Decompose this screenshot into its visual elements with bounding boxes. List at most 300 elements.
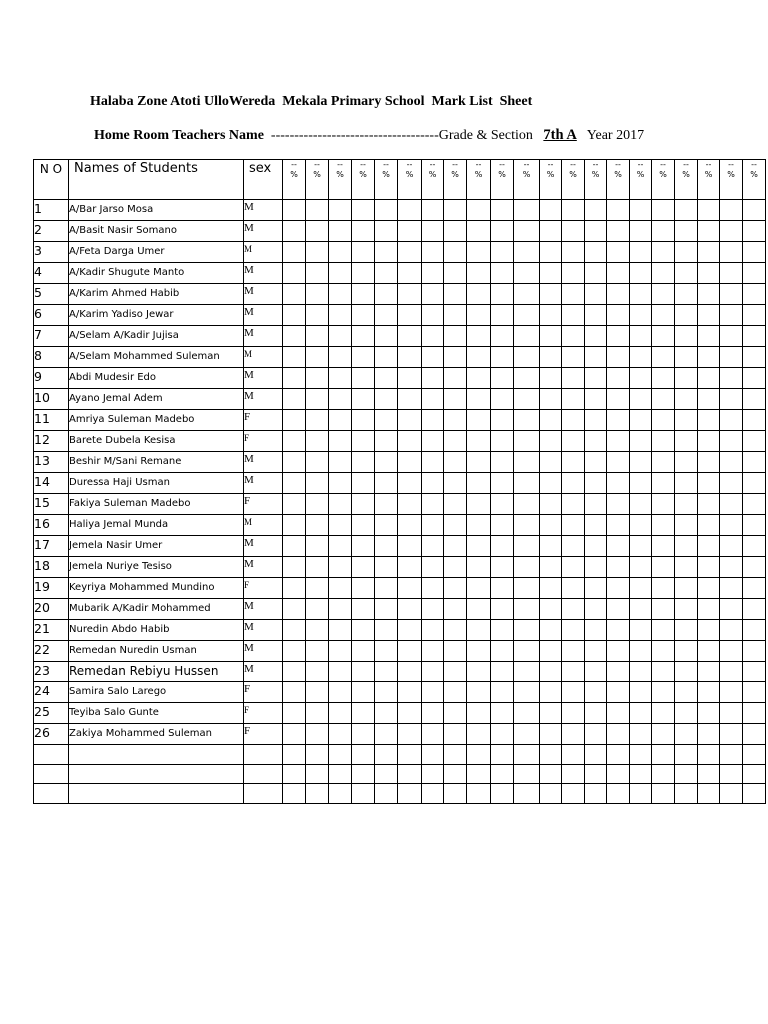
mark-cell <box>422 389 444 410</box>
mark-cell <box>491 473 514 494</box>
mark-cell <box>306 263 329 284</box>
mark-cell <box>743 599 766 620</box>
student-sex: F <box>244 578 283 599</box>
mark-cell <box>675 764 698 784</box>
mark-cell <box>562 662 585 682</box>
mark-cell <box>329 703 352 724</box>
student-name: Remedan Nuredin Usman <box>69 641 244 662</box>
table-row <box>34 745 768 765</box>
mark-header-dashes: -- <box>751 160 757 169</box>
student-sex: M <box>244 641 283 662</box>
mark-cell <box>562 305 585 326</box>
mark-cell <box>652 284 675 305</box>
mark-cell <box>329 764 352 784</box>
student-number: 23 <box>34 662 69 682</box>
student-number: 12 <box>34 431 69 452</box>
mark-cell <box>352 682 375 703</box>
mark-cell <box>720 745 743 765</box>
mark-cell <box>585 389 607 410</box>
mark-cell <box>720 620 743 641</box>
mark-cell <box>675 221 698 242</box>
mark-cell <box>585 473 607 494</box>
mark-cell <box>306 431 329 452</box>
student-number: 6 <box>34 305 69 326</box>
mark-cell <box>491 305 514 326</box>
student-name: Amriya Suleman Madebo <box>69 410 244 431</box>
mark-cell <box>562 410 585 431</box>
mark-header-percent: % <box>405 170 414 179</box>
student-number: 4 <box>34 263 69 284</box>
mark-cell <box>398 410 422 431</box>
mark-cell <box>698 682 720 703</box>
mark-cell <box>585 263 607 284</box>
mark-cell <box>743 745 766 765</box>
mark-cell <box>444 431 467 452</box>
mark-cell <box>698 473 720 494</box>
student-number: 25 <box>34 703 69 724</box>
mark-cell <box>675 473 698 494</box>
mark-cell <box>675 389 698 410</box>
mark-cell <box>352 452 375 473</box>
mark-cell <box>398 368 422 389</box>
mark-cell <box>675 200 698 221</box>
mark-cell <box>352 724 375 745</box>
mark-cell <box>720 724 743 745</box>
student-sex: M <box>244 662 283 682</box>
mark-cell <box>398 703 422 724</box>
mark-cell <box>444 745 467 765</box>
mark-header-percent: % <box>591 170 600 179</box>
mark-cell <box>562 452 585 473</box>
mark-cell <box>467 305 491 326</box>
mark-cell <box>607 536 630 557</box>
mark-cell <box>375 515 398 536</box>
mark-cell <box>562 389 585 410</box>
mark-cell <box>585 221 607 242</box>
mark-cell <box>720 578 743 599</box>
mark-cell <box>675 620 698 641</box>
mark-cell <box>698 764 720 784</box>
mark-cell <box>540 263 562 284</box>
mark-cell <box>375 200 398 221</box>
mark-cell <box>375 389 398 410</box>
mark-cell <box>491 745 514 765</box>
mark-cell <box>720 326 743 347</box>
mark-cell <box>467 284 491 305</box>
mark-cell <box>491 557 514 578</box>
mark-list-table <box>33 159 768 804</box>
student-sex: M <box>244 452 283 473</box>
mark-cell <box>514 515 540 536</box>
mark-cell <box>398 764 422 784</box>
mark-cell <box>540 242 562 263</box>
mark-cell <box>283 221 306 242</box>
mark-cell <box>283 599 306 620</box>
mark-cell <box>652 662 675 682</box>
mark-cell <box>630 431 652 452</box>
mark-cell <box>652 200 675 221</box>
mark-cell <box>329 347 352 368</box>
table-row <box>34 221 768 242</box>
mark-cell <box>444 200 467 221</box>
mark-cell <box>540 431 562 452</box>
mark-cell <box>675 452 698 473</box>
mark-cell <box>698 284 720 305</box>
mark-cell <box>607 242 630 263</box>
mark-cell <box>467 599 491 620</box>
mark-cell <box>467 703 491 724</box>
mark-cell <box>540 682 562 703</box>
mark-cell <box>585 431 607 452</box>
mark-cell <box>283 620 306 641</box>
mark-cell <box>467 494 491 515</box>
mark-cell <box>444 764 467 784</box>
student-number: 21 <box>34 620 69 641</box>
mark-cell <box>329 578 352 599</box>
mark-cell <box>444 662 467 682</box>
table-row <box>34 431 768 452</box>
mark-header-dashes: -- <box>499 160 505 169</box>
mark-header-percent: % <box>522 170 531 179</box>
mark-cell <box>720 242 743 263</box>
mark-cell <box>306 347 329 368</box>
mark-cell <box>329 410 352 431</box>
mark-cell <box>329 200 352 221</box>
mark-cell <box>720 473 743 494</box>
student-number <box>34 764 69 784</box>
student-sex: F <box>244 724 283 745</box>
mark-header-percent: % <box>428 170 437 179</box>
student-name: Keyriya Mohammed Mundino <box>69 578 244 599</box>
mark-cell <box>675 578 698 599</box>
mark-header-dashes: -- <box>592 160 599 169</box>
mark-cell <box>585 578 607 599</box>
column-header-mark <box>398 160 422 200</box>
mark-cell <box>398 536 422 557</box>
mark-cell <box>375 263 398 284</box>
student-name <box>69 764 244 784</box>
student-name: A/Bar Jarso Mosa <box>69 200 244 221</box>
mark-cell <box>398 347 422 368</box>
mark-cell <box>283 703 306 724</box>
mark-cell <box>398 473 422 494</box>
grade-section-value: 7th A <box>543 127 577 143</box>
mark-cell <box>630 578 652 599</box>
mark-cell <box>607 494 630 515</box>
mark-cell <box>675 745 698 765</box>
mark-cell <box>652 620 675 641</box>
mark-cell <box>675 347 698 368</box>
mark-cell <box>375 784 398 804</box>
mark-cell <box>514 620 540 641</box>
mark-cell <box>352 410 375 431</box>
mark-cell <box>329 389 352 410</box>
mark-cell <box>467 557 491 578</box>
mark-cell <box>329 620 352 641</box>
mark-cell <box>630 599 652 620</box>
student-sex: M <box>244 557 283 578</box>
mark-cell <box>467 326 491 347</box>
mark-cell <box>540 620 562 641</box>
mark-cell <box>630 682 652 703</box>
mark-cell <box>352 662 375 682</box>
student-name <box>69 745 244 765</box>
mark-cell <box>422 200 444 221</box>
mark-cell <box>283 641 306 662</box>
table-row <box>34 305 768 326</box>
mark-cell <box>352 620 375 641</box>
mark-cell <box>562 764 585 784</box>
mark-cell <box>720 557 743 578</box>
table-row <box>34 764 768 784</box>
mark-cell <box>562 242 585 263</box>
mark-cell <box>743 515 766 536</box>
mark-cell <box>467 368 491 389</box>
mark-cell <box>585 620 607 641</box>
mark-cell <box>743 703 766 724</box>
mark-cell <box>352 599 375 620</box>
table-row <box>34 263 768 284</box>
mark-cell <box>329 641 352 662</box>
mark-cell <box>422 410 444 431</box>
mark-cell <box>283 347 306 368</box>
mark-cell <box>491 494 514 515</box>
mark-header-percent: % <box>382 170 390 179</box>
mark-cell <box>675 368 698 389</box>
mark-cell <box>491 703 514 724</box>
mark-cell <box>375 431 398 452</box>
mark-cell <box>743 784 766 804</box>
student-number: 3 <box>34 242 69 263</box>
mark-cell <box>630 305 652 326</box>
mark-cell <box>675 305 698 326</box>
mark-cell <box>630 662 652 682</box>
mark-cell <box>467 410 491 431</box>
mark-cell <box>467 221 491 242</box>
mark-cell <box>514 682 540 703</box>
mark-cell <box>306 578 329 599</box>
mark-cell <box>352 389 375 410</box>
mark-cell <box>467 784 491 804</box>
student-name: Samira Salo Larego <box>69 682 244 703</box>
mark-cell <box>562 263 585 284</box>
mark-cell <box>540 703 562 724</box>
student-name: Teyiba Salo Gunte <box>69 703 244 724</box>
mark-cell <box>585 641 607 662</box>
mark-cell <box>422 284 444 305</box>
mark-cell <box>514 784 540 804</box>
mark-cell <box>352 494 375 515</box>
mark-cell <box>444 368 467 389</box>
mark-cell <box>375 703 398 724</box>
mark-cell <box>283 557 306 578</box>
mark-cell <box>352 242 375 263</box>
mark-cell <box>306 599 329 620</box>
mark-cell <box>467 764 491 784</box>
mark-cell <box>743 200 766 221</box>
mark-cell <box>720 452 743 473</box>
mark-cell <box>422 494 444 515</box>
student-name: A/Basit Nasir Somano <box>69 221 244 242</box>
mark-cell <box>491 784 514 804</box>
mark-cell <box>630 368 652 389</box>
mark-cell <box>306 410 329 431</box>
student-sex: M <box>244 326 283 347</box>
mark-cell <box>352 784 375 804</box>
mark-cell <box>540 662 562 682</box>
mark-cell <box>652 326 675 347</box>
mark-cell <box>422 764 444 784</box>
mark-cell <box>467 431 491 452</box>
mark-cell <box>352 473 375 494</box>
student-name: A/Selam A/Kadir Jujisa <box>69 326 244 347</box>
mark-cell <box>607 473 630 494</box>
table-row <box>34 410 768 431</box>
table-header-row <box>34 160 768 200</box>
mark-cell <box>306 703 329 724</box>
mark-cell <box>422 682 444 703</box>
mark-cell <box>514 536 540 557</box>
student-number: 11 <box>34 410 69 431</box>
mark-cell <box>422 536 444 557</box>
mark-cell <box>467 724 491 745</box>
mark-cell <box>491 263 514 284</box>
mark-cell <box>562 284 585 305</box>
mark-cell <box>585 662 607 682</box>
mark-cell <box>329 452 352 473</box>
column-header-mark <box>720 160 743 200</box>
mark-cell <box>375 221 398 242</box>
student-sex: M <box>244 242 283 263</box>
mark-cell <box>444 599 467 620</box>
mark-cell <box>540 368 562 389</box>
mark-cell <box>491 682 514 703</box>
mark-cell <box>398 305 422 326</box>
mark-cell <box>467 200 491 221</box>
mark-cell <box>514 641 540 662</box>
mark-cell <box>422 703 444 724</box>
student-name: Abdi Mudesir Edo <box>69 368 244 389</box>
mark-cell <box>743 724 766 745</box>
mark-cell <box>467 473 491 494</box>
table-row <box>34 641 768 662</box>
mark-cell <box>607 662 630 682</box>
mark-cell <box>444 578 467 599</box>
mark-cell <box>491 515 514 536</box>
mark-cell <box>652 578 675 599</box>
mark-cell <box>720 305 743 326</box>
mark-cell <box>607 599 630 620</box>
student-number: 8 <box>34 347 69 368</box>
mark-cell <box>352 347 375 368</box>
mark-cell <box>352 326 375 347</box>
mark-cell <box>562 431 585 452</box>
mark-cell <box>329 494 352 515</box>
mark-cell <box>491 641 514 662</box>
mark-cell <box>491 410 514 431</box>
mark-cell <box>352 263 375 284</box>
column-header-mark <box>540 160 562 200</box>
mark-cell <box>540 536 562 557</box>
mark-cell <box>306 784 329 804</box>
mark-cell <box>422 221 444 242</box>
mark-cell <box>585 682 607 703</box>
mark-cell <box>562 368 585 389</box>
mark-cell <box>698 494 720 515</box>
student-name <box>69 784 244 804</box>
mark-cell <box>698 263 720 284</box>
mark-cell <box>562 494 585 515</box>
mark-cell <box>306 557 329 578</box>
mark-cell <box>283 724 306 745</box>
mark-cell <box>283 682 306 703</box>
mark-cell <box>630 641 652 662</box>
mark-cell <box>743 641 766 662</box>
mark-cell <box>514 221 540 242</box>
mark-cell <box>352 745 375 765</box>
mark-cell <box>630 764 652 784</box>
mark-header-dashes: -- <box>660 160 666 169</box>
mark-cell <box>743 263 766 284</box>
mark-cell <box>444 682 467 703</box>
mark-cell <box>675 536 698 557</box>
mark-cell <box>422 745 444 765</box>
mark-cell <box>630 263 652 284</box>
mark-cell <box>283 764 306 784</box>
mark-cell <box>743 682 766 703</box>
mark-cell <box>652 368 675 389</box>
mark-cell <box>562 221 585 242</box>
mark-header-dashes: -- <box>429 160 436 169</box>
student-sex <box>244 784 283 804</box>
mark-cell <box>306 764 329 784</box>
mark-header-percent: % <box>569 170 577 179</box>
mark-cell <box>398 242 422 263</box>
mark-cell <box>514 284 540 305</box>
mark-cell <box>585 326 607 347</box>
mark-cell <box>375 662 398 682</box>
mark-header-dashes: -- <box>547 160 554 169</box>
mark-cell <box>467 536 491 557</box>
mark-cell <box>720 703 743 724</box>
mark-cell <box>720 494 743 515</box>
mark-cell <box>329 284 352 305</box>
mark-cell <box>585 452 607 473</box>
mark-cell <box>306 494 329 515</box>
mark-cell <box>675 515 698 536</box>
mark-cell <box>398 784 422 804</box>
mark-cell <box>422 242 444 263</box>
student-sex: F <box>244 431 283 452</box>
mark-header-percent: % <box>546 170 555 179</box>
mark-cell <box>562 682 585 703</box>
mark-cell <box>375 473 398 494</box>
mark-cell <box>652 221 675 242</box>
mark-header-percent: % <box>290 170 298 179</box>
student-name: Nuredin Abdo Habib <box>69 620 244 641</box>
mark-cell <box>607 620 630 641</box>
mark-cell <box>491 724 514 745</box>
student-sex: F <box>244 494 283 515</box>
mark-cell <box>743 368 766 389</box>
mark-cell <box>398 641 422 662</box>
mark-cell <box>514 662 540 682</box>
mark-cell <box>306 368 329 389</box>
mark-header-percent: % <box>727 170 735 179</box>
mark-cell <box>675 557 698 578</box>
mark-cell <box>467 347 491 368</box>
mark-cell <box>698 221 720 242</box>
